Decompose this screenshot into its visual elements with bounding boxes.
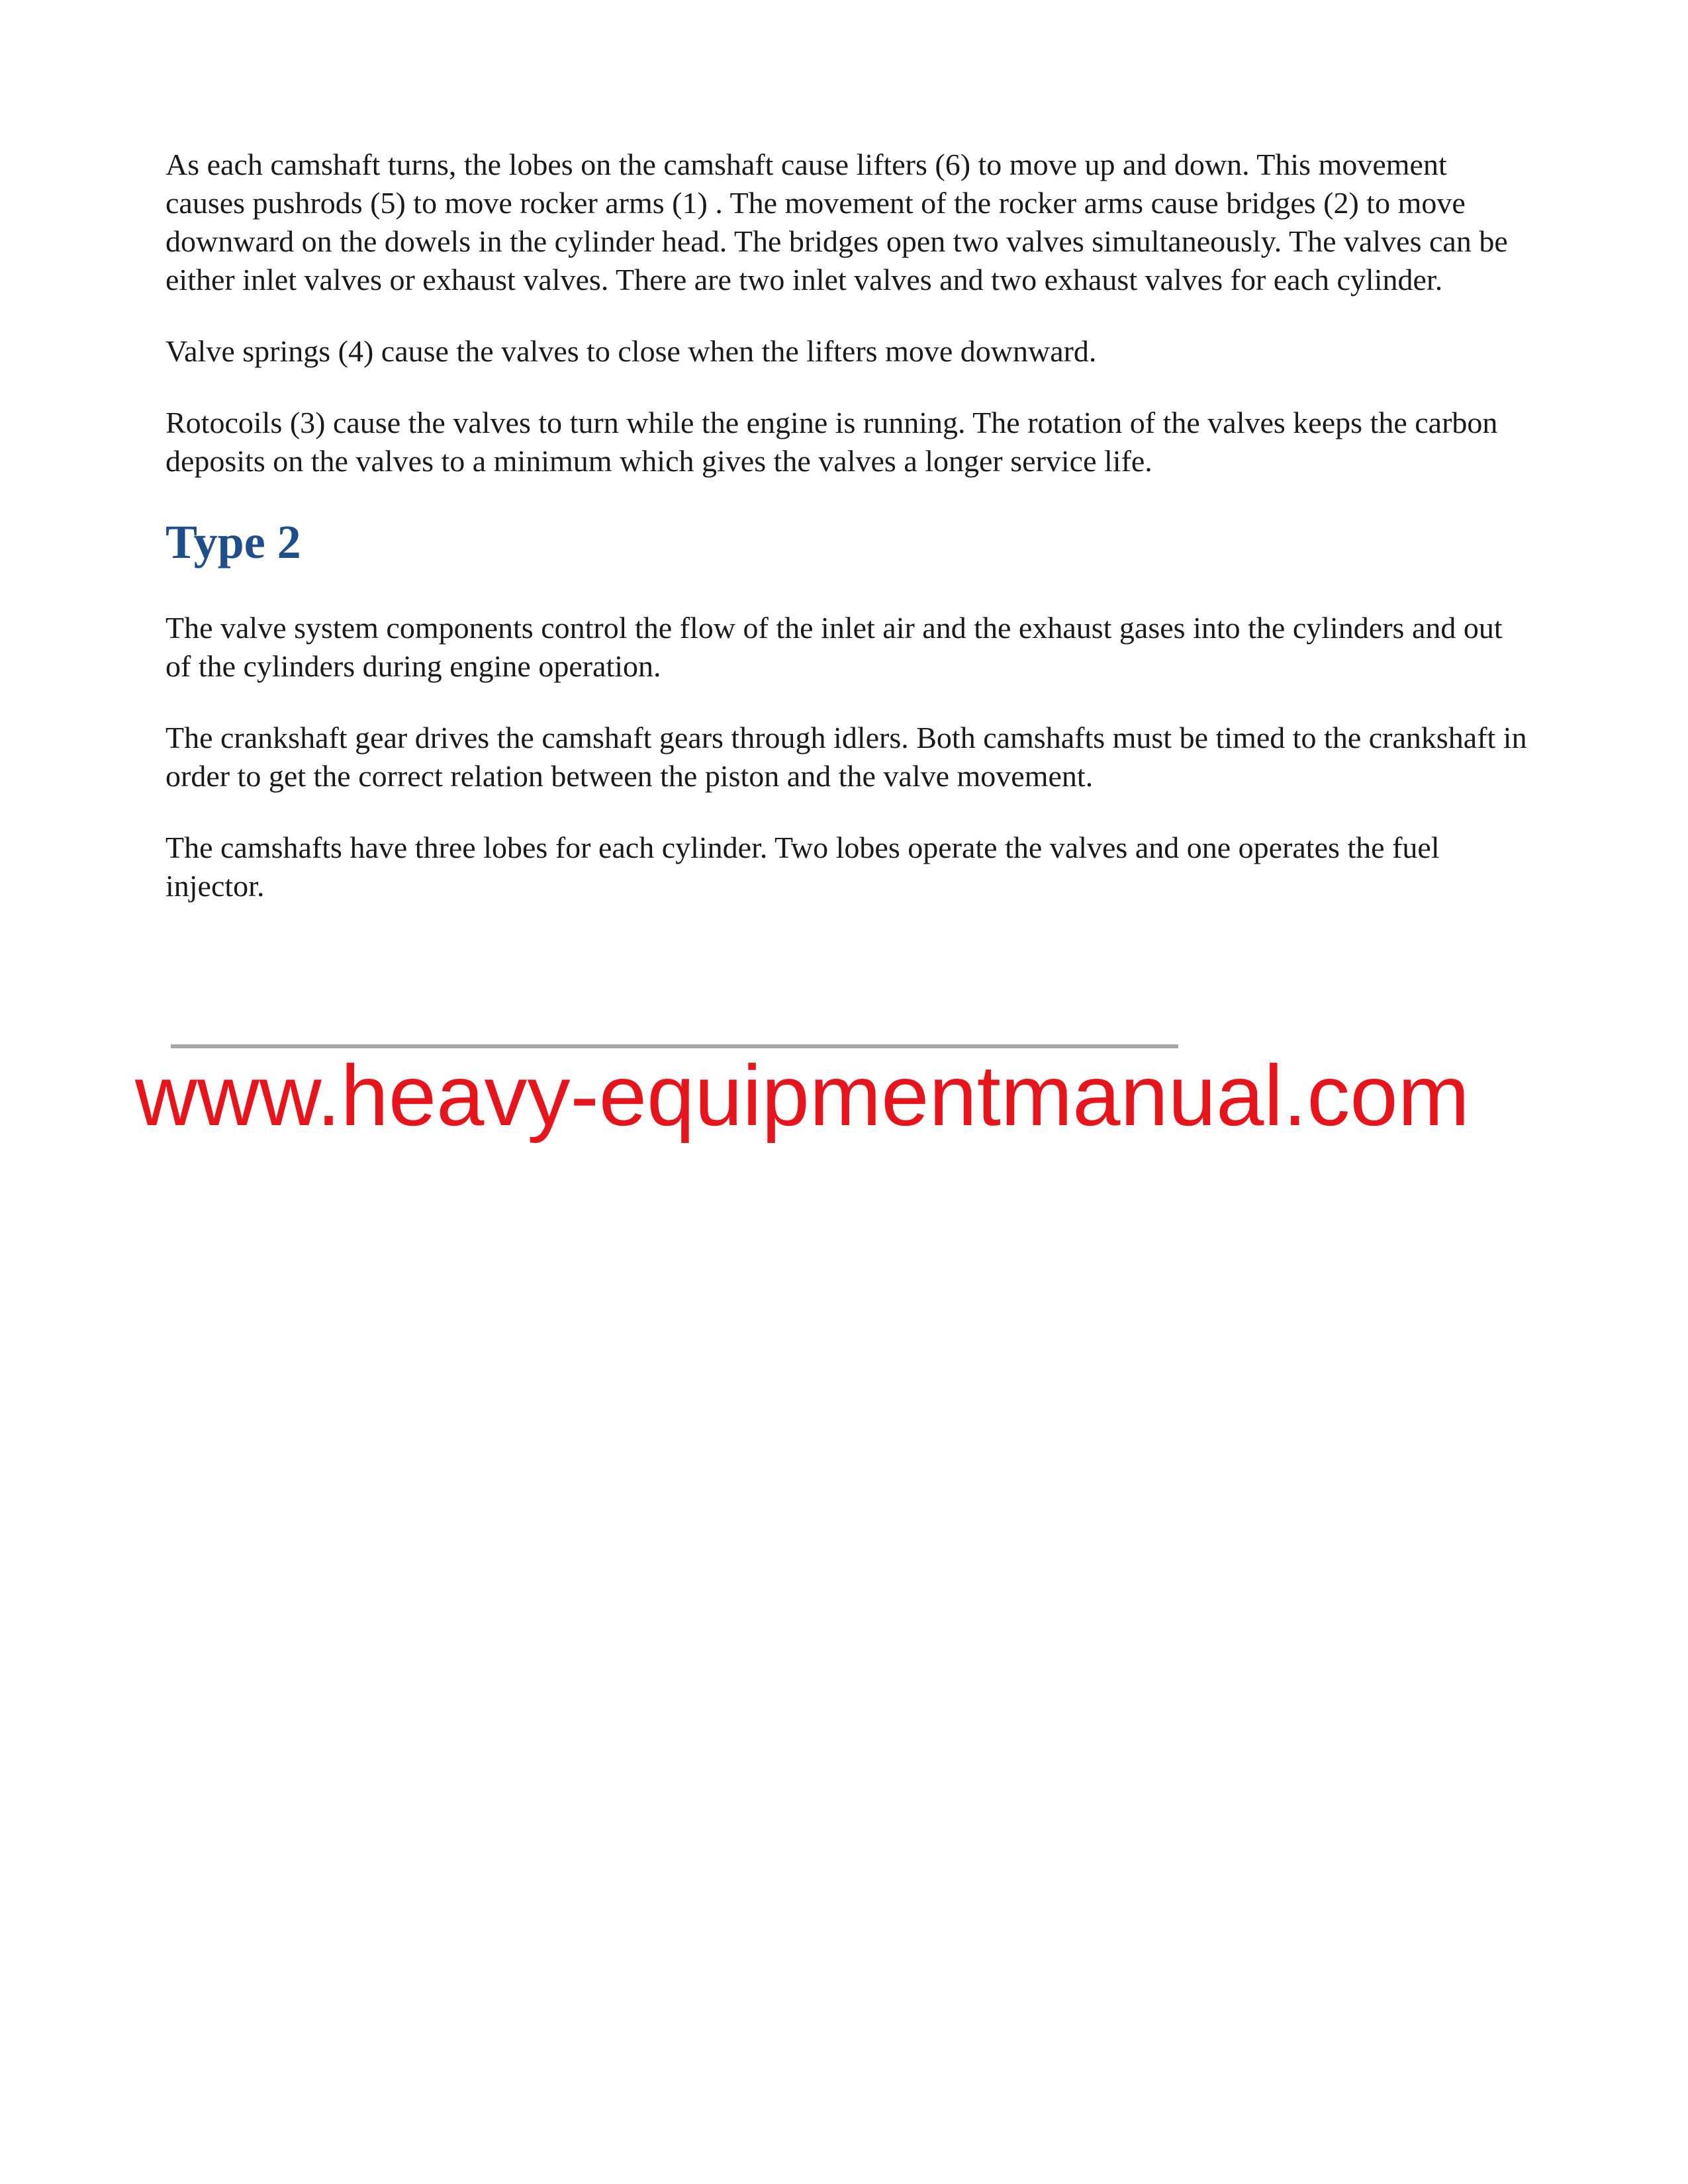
paragraph-rotocoils: Rotocoils (3) cause the valves to turn while the engine is running. The rotation of the valves keeps the carbon deposits on the valves to a minimum which gives the valves a longer service life.: [165, 406, 1498, 478]
paragraph-crankshaft-gear: The crankshaft gear drives the camshaft gears through idlers. Both camshafts must be timed to the crankshaft in order to get the correct relation between the piston and the valve movement.: [165, 721, 1527, 793]
section-heading-type-2: Type 2: [165, 516, 301, 569]
paragraph-valve-springs: Valve springs (4) cause the valves to close when the lifters move downward.: [165, 334, 1097, 368]
paragraph-camshaft-lobes: The camshafts have three lobes for each cylinder. Two lobes operate the valves and one operates the fuel injector.: [165, 831, 1440, 903]
document-body: [165, 146, 1529, 938]
paragraph-camshaft-lifters: As each camshaft turns, the lobes on the camshaft cause lifters (6) to move up and down. This movement causes pushrods (5) to move rocker arms (1) . The movement of the rocker arms cause bridges (2) to move downward on the dowels in the cylinder head. The bridges open two valves simultaneously. The valves can be either inlet valves or exhaust valves. There are two inlet valves and two exhaust valves for each cylinder.: [165, 148, 1508, 296]
paragraph-valve-system: The valve system components control the flow of the inlet air and the exhaust gases into the cylinders and out of the cylinders during engine operation.: [165, 611, 1503, 683]
website-link[interactable]: www.heavy-equipmentmanual.com: [135, 1047, 1470, 1144]
